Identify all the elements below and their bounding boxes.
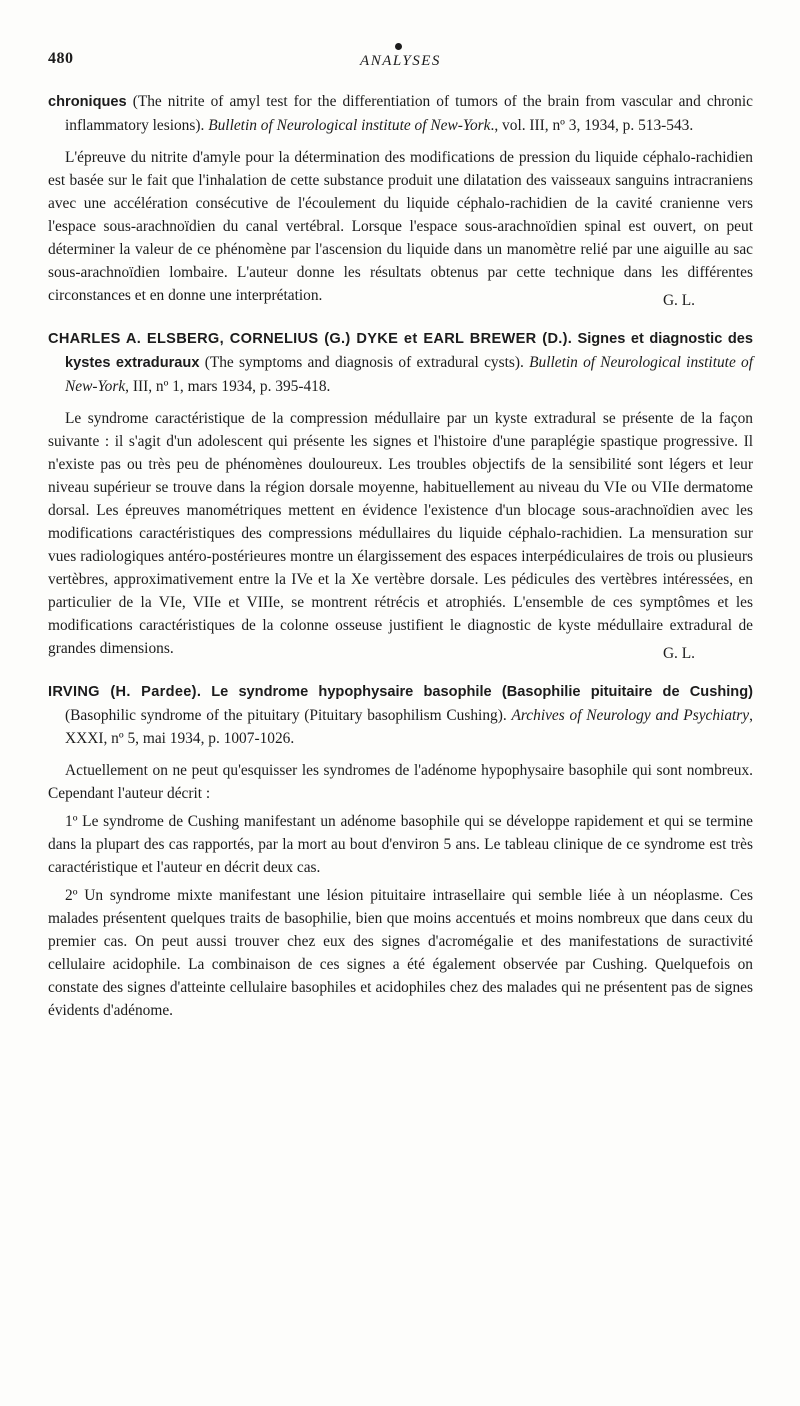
article-authors: CHARLES A. ELSBERG, CORNELIUS (G.) DYKE et EARL BREWER (D.). [48,331,573,347]
reviewer-signature: G. L. [662,292,695,309]
article-reference [48,327,753,398]
abstract-paragraph: Actuellement on ne peut qu'esquisser les syndromes de l'adénome hypophysaire basophile qui sont nombreux. Cependant l'auteur décrit : [48,762,753,802]
article-title: Le syndrome hypophysaire basophile (Basophilie pituitaire de Cushing) [211,684,753,700]
article [48,680,753,1022]
abstract-paragraph: Le syndrome caractéristique de la compression médullaire par un kyste extradural se présente de la façon suivante : il s'agit d'un adolescent qui présente les signes et l'histoire d'une paraplégie spastique progressive. Il n'existe pas ou très peu de phénomènes douloureux. Les troubles objectifs de la sensibilité sont légers et leur niveau supérieur se trouve dans la région dorsale moyenne, habituellement au niveau du VIe ou VIIe dermatome dorsal. Les épreuves manométriques mettent en évidence l'existence d'un blocage sous-arachnoïdien avec les modifications caractéristiques des compressions médullaires du liquide céphalo-rachidien. La mensuration sur vues radiologiques antéro-postérieures montre un élargissement des espaces interpédiculaires de trois ou plusieurs vertèbres, approximativement entre la IVe et la Xe vertèbre dorsale. Les pédicules des vertèbres intéressées, en particulier de la VIe, VIIe et VIIIe, se montrent rétrécis et atrophiés. L'ensemble de ces symptômes et les modifications caractéristiques de la colonne osseuse justifient le diagnostic de kyste médullaire extradural de grandes dimensions. [48,410,753,657]
article [48,327,753,665]
reviewer-signature: G. L. [662,645,695,662]
article-subtitle: (The nitrite of amyl test for the differentiation of tumors of the brain from vascular and chronic inflammatory lesions). [65,93,753,134]
ornament-dot-icon [395,43,402,50]
article [48,90,753,312]
page-body [48,90,753,1037]
running-title: ANALYSES [360,53,441,69]
article-title: chroniques [48,94,127,110]
article-subtitle: (Basophilic syndrome of the pituitary (Pituitary basophilism Cushing). [65,707,507,724]
article-title: Signes et diagnostic des kystes extraduraux [65,331,753,371]
citation: ., vol. III, nº 3, 1934, p. 513-543. [490,117,694,134]
citation: , III, nº 1, mars 1934, p. 395-418. [125,378,331,395]
journal-name: Bulletin of Neurological institute of New-York [208,117,491,134]
article-authors: IRVING (H. Pardee). [48,684,202,700]
article-reference [48,90,753,137]
journal-name: Archives of Neurology and Psychiatry [511,707,750,724]
journal-name: Bulletin of Neurological institute of New-York [65,354,753,395]
abstract-paragraph: L'épreuve du nitrite d'amyle pour la détermination des modifications de pression du liquide céphalo-rachidien est basée sur le fait que l'inhalation de cette substance produit une dilatation des vaisseaux sanguins intracraniens avec une accélération consécutive de l'écoulement du liquide céphalo-rachidien de la cavité cranienne vers l'espace sous-arachnoïdien du canal vertébral. Lorsque l'espace sous-arachnoïdien spinal est ouvert, on peut déterminer la valeur de ce phénomène par l'ascension du liquide dans un manomètre relié par une aiguille au sac sous-arachnoïdien lombaire. L'auteur donne les résultats obtenus par cette technique dans les différentes circonstances et en donne une interprétation. [48,149,753,304]
article-subtitle: (The symptoms and diagnosis of extradural cysts). [204,354,524,371]
article-reference [48,680,753,750]
running-head [48,50,753,72]
citation: , XXXI, nº 5, mai 1934, p. 1007-1026. [65,707,753,747]
abstract-paragraph: 1º Le syndrome de Cushing manifestant un adénome basophile qui se développe rapidement et qui se termine dans la plupart des cas rapportés, par la mort au bout d'environ 5 ans. Le tableau clinique de ce syndrome est très caractéristique et l'auteur en décrit deux cas. [48,813,753,876]
page-number: 480 [48,50,74,67]
abstract-paragraph: 2º Un syndrome mixte manifestant une lésion pituitaire intrasellaire qui semble liée à un néoplasme. Ces malades présentent quelques traits de basophilie, bien que moins accentués et moins nombreux que dans ceux du premier cas. On peut aussi trouver chez eux des signes d'acromégalie et des manifestations de suractivité cellulaire acidophile. La combinaison de ces signes a été également observée par Cushing. Quelquefois on constate des signes d'atteinte cellulaire basophiles et acidophiles chez des malades qui ne présentent pas de signes évidents d'adénome. [48,887,753,1019]
